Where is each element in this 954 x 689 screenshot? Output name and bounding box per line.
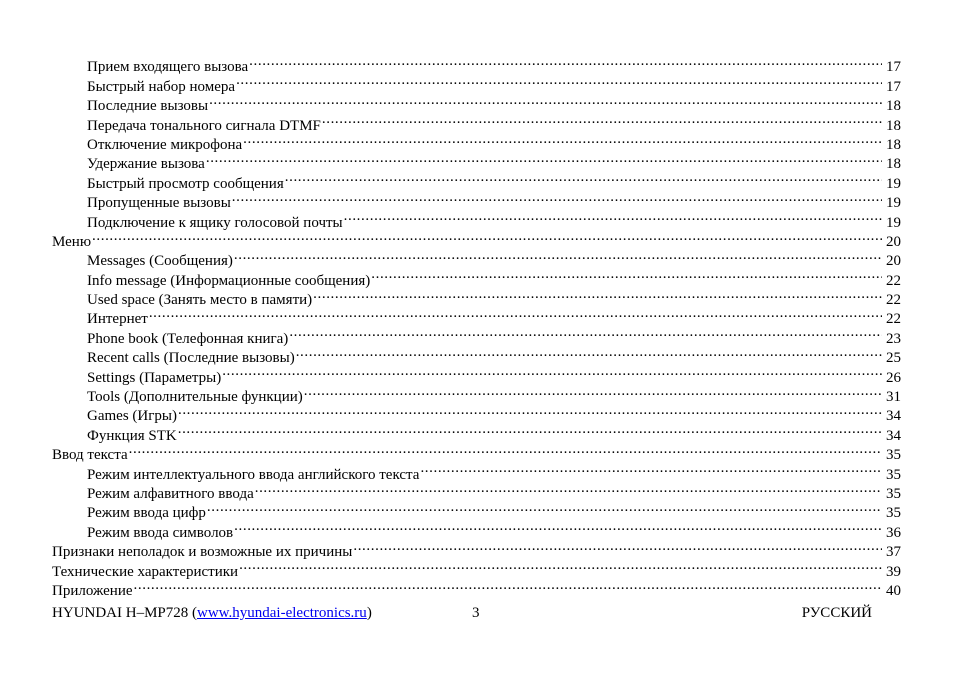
- toc-entry-title: Messages (Сообщения): [87, 253, 233, 270]
- toc-dot-leader: [249, 52, 882, 71]
- toc-dot-leader: [304, 382, 882, 401]
- toc-entry-title: Settings (Параметры): [87, 369, 222, 386]
- toc-entry-title: Меню: [52, 233, 92, 250]
- toc-entry-title: Отключение микрофона: [87, 136, 243, 153]
- toc-dot-leader: [92, 227, 882, 246]
- toc-entry-page: 40: [886, 582, 901, 599]
- toc-entry-title: Подключение к ящику голосовой почты: [87, 214, 343, 231]
- toc-dot-leader: [296, 343, 882, 362]
- toc-entry-page: 26: [886, 369, 901, 386]
- toc-entry-title: Передача тонального сигнала DTMF: [87, 117, 321, 134]
- toc-dot-leader: [313, 285, 882, 304]
- toc-entry[interactable]: [52, 246, 901, 270]
- toc-entry-title: Games (Игры): [87, 408, 177, 425]
- toc-entry-title: Used space (Занять место в памяти): [87, 292, 313, 309]
- toc-entry-title: Режим ввода цифр: [87, 505, 206, 522]
- toc-entry[interactable]: [52, 323, 901, 347]
- page-footer: [52, 603, 872, 623]
- toc-dot-leader: [206, 149, 882, 168]
- toc-entry-title: Tools (Дополнительные функции): [87, 389, 303, 406]
- toc-dot-leader: [371, 265, 882, 284]
- toc-entry[interactable]: [52, 459, 901, 483]
- footer-language: РУССКИЙ: [801, 605, 872, 621]
- toc-entry-page: 39: [886, 563, 901, 580]
- toc-entry-page: 22: [886, 272, 901, 289]
- toc-entry-title: Recent calls (Последние вызовы): [87, 350, 295, 367]
- page-number: 3: [472, 605, 480, 621]
- toc-dot-leader: [232, 188, 882, 207]
- toc-dot-leader: [353, 537, 882, 556]
- toc-entry-page: 22: [886, 311, 901, 328]
- toc-entry[interactable]: [52, 440, 901, 464]
- toc-entry-page: 34: [886, 427, 901, 444]
- toc-entry[interactable]: [52, 52, 901, 76]
- toc-entry-page: 23: [886, 330, 901, 347]
- toc-entry-page: 19: [886, 175, 901, 192]
- toc-dot-leader: [134, 576, 882, 595]
- toc-entry-page: 34: [886, 408, 901, 425]
- toc-entry-title: Ввод текста: [52, 447, 128, 464]
- toc-entry-title: Приложение: [52, 582, 133, 599]
- toc-entry[interactable]: [52, 401, 901, 425]
- toc-entry-page: 18: [886, 156, 901, 173]
- toc-entry-page: 19: [886, 214, 901, 231]
- toc-entry[interactable]: [52, 227, 901, 250]
- toc-dot-leader: [243, 130, 882, 149]
- toc-entry-title: Режим ввода символов: [87, 524, 234, 541]
- toc-dot-leader: [222, 362, 882, 381]
- toc-entry-page: 35: [886, 466, 901, 483]
- toc-dot-leader: [236, 71, 882, 90]
- toc-entry-page: 18: [886, 117, 901, 134]
- toc-entry-page: 18: [886, 136, 901, 153]
- toc-dot-leader: [149, 304, 882, 323]
- toc-entry-page: 36: [886, 524, 901, 541]
- toc-dot-leader: [129, 440, 882, 459]
- toc-entry-title: Быстрый набор номера: [87, 78, 236, 95]
- toc-entry-page: 31: [886, 389, 901, 406]
- toc-dot-leader: [322, 110, 882, 129]
- toc-entry-title: Быстрый просмотр сообщения: [87, 175, 284, 192]
- toc-entry-title: Режим интеллектуального ввода английского текста: [87, 466, 420, 483]
- toc-entry[interactable]: [52, 576, 901, 599]
- toc-dot-leader: [209, 91, 882, 110]
- toc-entry-title: Прием входящего вызова: [87, 59, 249, 76]
- footer-model-close: ): [366, 605, 372, 621]
- toc-entry-title: Последние вызовы: [87, 98, 209, 115]
- toc-dot-leader: [234, 246, 882, 265]
- toc-entry-page: 17: [886, 59, 901, 76]
- toc-entry-title: Режим алфавитного ввода: [87, 485, 254, 502]
- toc-entry-page: 20: [886, 233, 901, 250]
- toc-entry-title: Интернет: [87, 311, 148, 328]
- toc-dot-leader: [285, 168, 882, 187]
- toc-dot-leader: [207, 498, 882, 517]
- toc-entry-page: 17: [886, 78, 901, 95]
- toc-dot-leader: [420, 459, 882, 478]
- toc-entry[interactable]: [52, 420, 901, 444]
- toc-entry-page: 25: [886, 350, 901, 367]
- footer-model-text: HYUNDAI H–MP728 (: [52, 605, 197, 621]
- toc-dot-leader: [239, 556, 882, 575]
- toc-entry-page: 35: [886, 505, 901, 522]
- toc-entry-page: 35: [886, 447, 901, 464]
- toc-dot-leader: [234, 517, 882, 536]
- toc-entry-page: 18: [886, 98, 901, 115]
- toc-entry-page: 35: [886, 485, 901, 502]
- toc-entry-title: Удержание вызова: [87, 156, 205, 173]
- toc-entry-title: Phone book (Телефонная книга): [87, 330, 289, 347]
- toc-dot-leader: [255, 479, 882, 498]
- toc-entry-title: Функция STK: [87, 427, 177, 444]
- table-of-contents: [52, 52, 901, 599]
- toc-entry[interactable]: [52, 304, 901, 328]
- toc-entry-page: 37: [886, 544, 901, 561]
- footer-model: [52, 603, 372, 623]
- toc-entry-title: Пропущенные вызовы: [87, 195, 231, 212]
- toc-dot-leader: [344, 207, 882, 226]
- toc-entry-title: Технические характеристики: [52, 563, 239, 580]
- toc-dot-leader: [178, 420, 882, 439]
- toc-dot-leader: [178, 401, 882, 420]
- toc-dot-leader: [289, 323, 882, 342]
- footer-website-link[interactable]: www.hyundai-electronics.ru: [197, 605, 367, 621]
- toc-entry-title: Признаки неполадок и возможные их причины: [52, 544, 353, 561]
- toc-entry-page: 20: [886, 253, 901, 270]
- toc-entry-page: 22: [886, 292, 901, 309]
- toc-entry-page: 19: [886, 195, 901, 212]
- toc-entry-title: Info message (Информационные сообщения): [87, 272, 371, 289]
